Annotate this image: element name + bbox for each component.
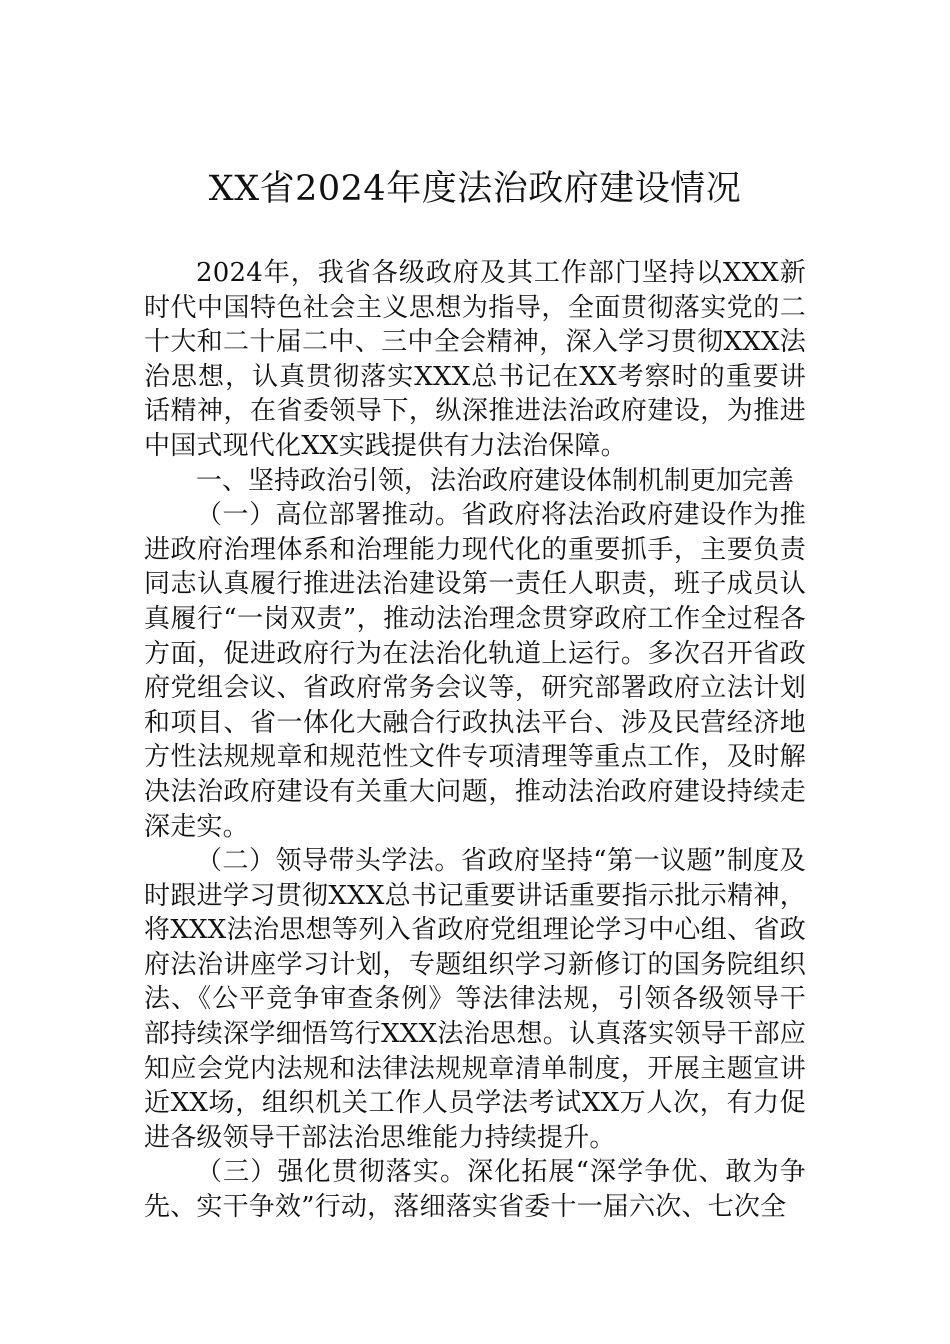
paragraph-2: （二）领导带头学法。省政府坚持“第一议题”制度及时跟进学习贯彻XXX总书记重要讲话重要指示批示精神，将XXX法治思想等列入省政府党组理论学习中心组、省政府法治讲座学习计划，专题组织学习新修订的国务院组织法、《公平竞争审查条例》等法律法规，引领各级领导干部持续深学细悟笃行XXX法治思想。认真落实领导干部应知应会党内法规和法律法规规章清单制度，开展主题宣讲近XX场，组织机关工作人员学法考试XX万人次，有力促进各级领导干部法治思维能力持续提升。 xyxy=(144,846,806,1153)
paragraph-1: （一）高位部署推动。省政府将法治政府建设作为推进政府治理体系和治理能力现代化的重要抓手，主要负责同志认真履行推进法治建设第一责任人职责，班子成员认真履行“一岗双责”，推动法治理念贯穿政府工作全过程各方面，促进政府行为在法治化轨道上运行。多次召开省政府党组会议、省政府常务会议等，研究部署政府立法计划和项目、省一体化大融合行政执法平台、涉及民营经济地方性法规规章和规范性文件专项清理等重点工作，及时解决法治政府建设有关重大问题，推动法治政府建设持续走深走实。 xyxy=(144,500,806,842)
document-body xyxy=(144,256,806,1225)
paragraph-3: （三）强化贯彻落实。深化拓展“深学争优、敢为争先、实干争效”行动，落细落实省委十一届六次、七次全 xyxy=(144,1157,806,1223)
document-title: XX省2024年度法治政府建设情况 xyxy=(208,169,742,209)
section-heading: 一、坚持政治引领，法治政府建设体制机制更加完善 xyxy=(196,465,795,496)
intro-paragraph: 2024年，我省各级政府及其工作部门坚持以XXX新时代中国特色社会主义思想为指导，全面贯彻落实党的二十大和二十届二中、三中全会精神，深入学习贯彻XXX法治思想，认真贯彻落实XXX总书记在XX考察时的重要讲话精神，在省委领导下，纵深推进法治政府建设，为推进中国式现代化XX实践提供有力法治保障。 xyxy=(144,258,806,461)
